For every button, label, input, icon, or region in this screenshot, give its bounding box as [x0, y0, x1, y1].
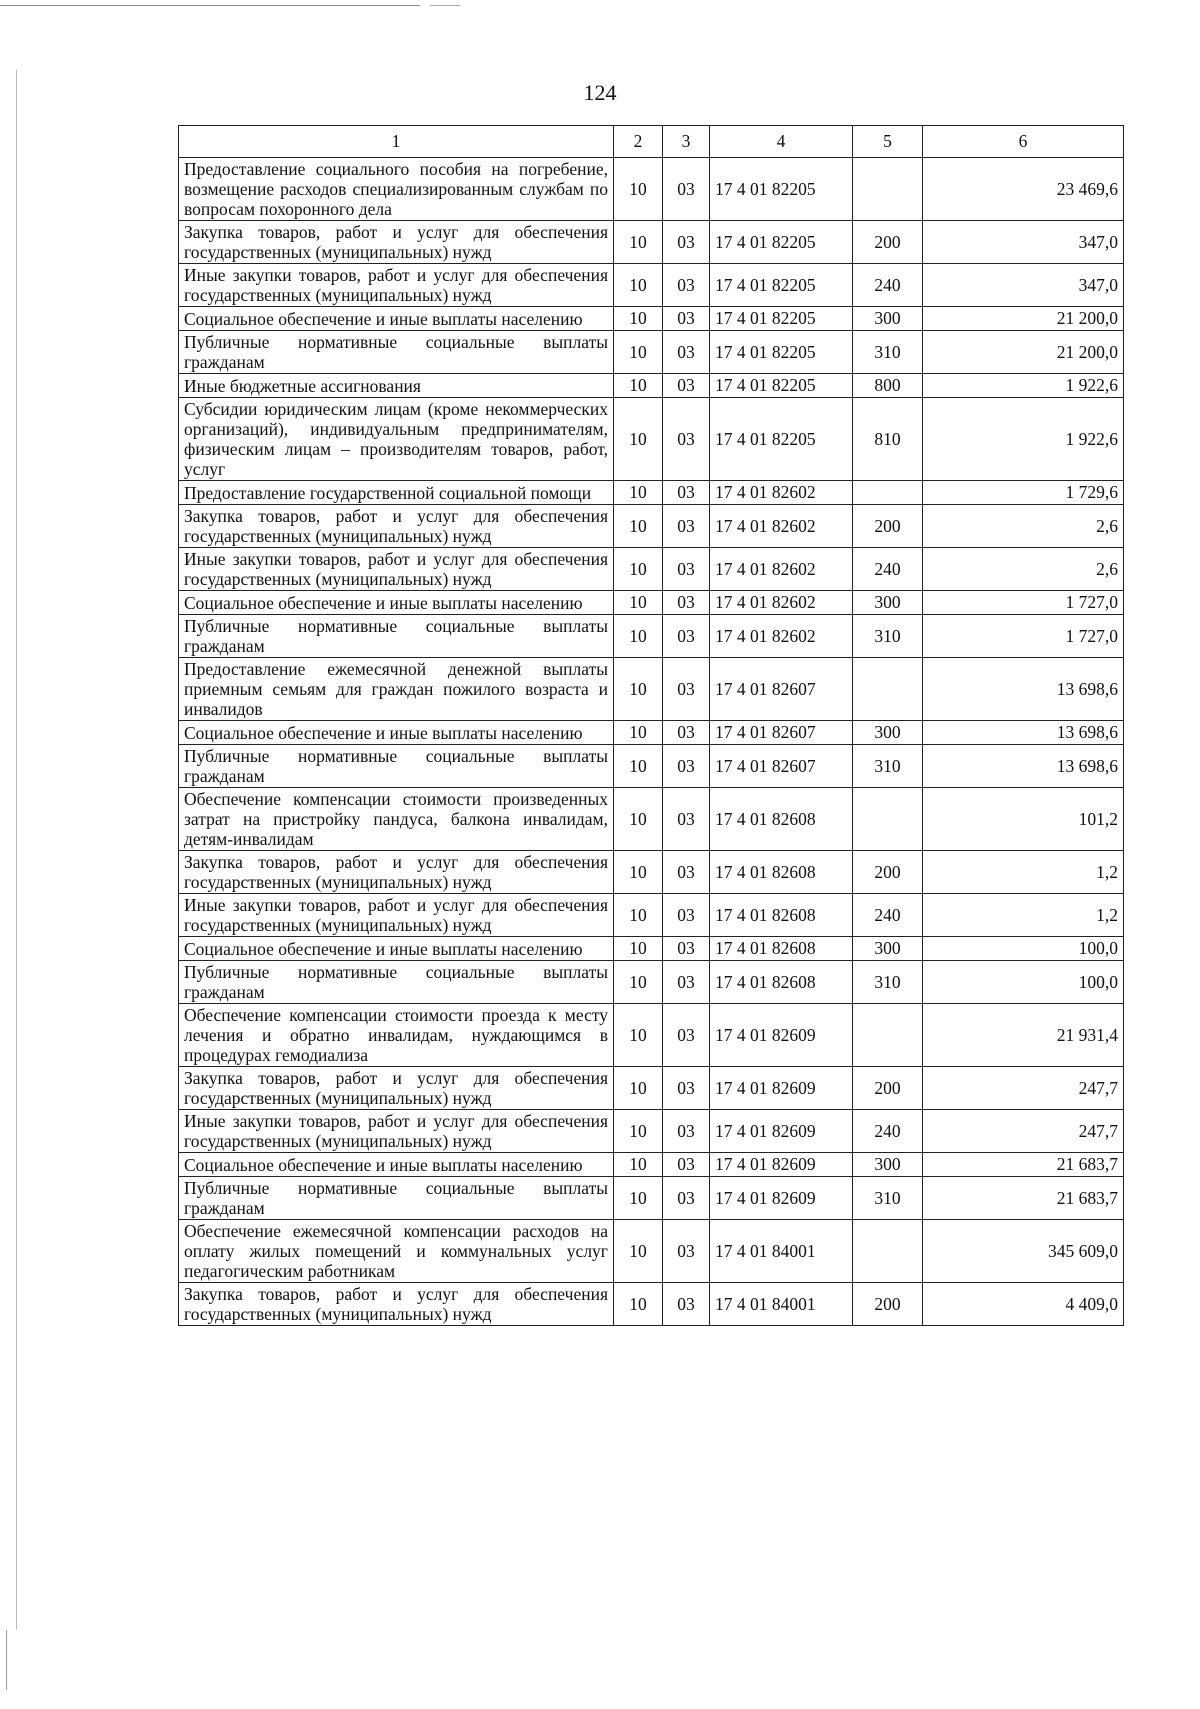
row-name-cell: Публичные нормативные социальные выплаты гражданам: [179, 1177, 614, 1220]
subsection-cell: 03: [663, 1110, 710, 1153]
table-row: [179, 481, 1124, 505]
subsection-cell: 03: [663, 548, 710, 591]
amount-cell: 21 200,0: [923, 331, 1124, 374]
section-cell: 10: [614, 961, 663, 1004]
section-cell: 10: [614, 591, 663, 615]
section-cell: 10: [614, 851, 663, 894]
table-row: [179, 788, 1124, 851]
expense-type-cell: 200: [853, 851, 923, 894]
target-code-cell: 17 4 01 82205: [710, 221, 853, 264]
expense-type-cell: [853, 658, 923, 721]
target-code-cell: 17 4 01 82205: [710, 331, 853, 374]
header-cell: 4: [710, 126, 853, 158]
page-number: 124: [583, 80, 617, 105]
header-cell: 3: [663, 126, 710, 158]
amount-cell: 13 698,6: [923, 745, 1124, 788]
table-row: [179, 1004, 1124, 1067]
section-cell: 10: [614, 481, 663, 505]
scan-edge-line: [430, 5, 460, 6]
table-row: [179, 264, 1124, 307]
target-code-cell: 17 4 01 82205: [710, 264, 853, 307]
table-row: [179, 658, 1124, 721]
subsection-cell: 03: [663, 721, 710, 745]
table-body: [179, 158, 1124, 1326]
table-row: [179, 1283, 1124, 1326]
target-code-cell: 17 4 01 82608: [710, 788, 853, 851]
amount-cell: 1,2: [923, 894, 1124, 937]
expense-type-cell: 310: [853, 331, 923, 374]
table-row: [179, 1067, 1124, 1110]
subsection-cell: 03: [663, 307, 710, 331]
amount-cell: 247,7: [923, 1067, 1124, 1110]
scan-edge-line: [0, 5, 420, 6]
subsection-cell: 03: [663, 1004, 710, 1067]
target-code-cell: 17 4 01 82607: [710, 658, 853, 721]
row-name-cell: Закупка товаров, работ и услуг для обеспечения государственных (муниципальных) нужд: [179, 851, 614, 894]
expense-type-cell: 310: [853, 1177, 923, 1220]
target-code-cell: 17 4 01 82205: [710, 398, 853, 481]
amount-cell: 1 727,0: [923, 591, 1124, 615]
subsection-cell: 03: [663, 937, 710, 961]
row-name-cell: Социальное обеспечение и иные выплаты населению: [179, 591, 614, 615]
subsection-cell: 03: [663, 851, 710, 894]
row-name-cell: Закупка товаров, работ и услуг для обеспечения государственных (муниципальных) нужд: [179, 1067, 614, 1110]
amount-cell: 1,2: [923, 851, 1124, 894]
table-row: [179, 505, 1124, 548]
expense-type-cell: [853, 1220, 923, 1283]
subsection-cell: 03: [663, 481, 710, 505]
amount-cell: 100,0: [923, 961, 1124, 1004]
section-cell: 10: [614, 1004, 663, 1067]
amount-cell: 345 609,0: [923, 1220, 1124, 1283]
table-row: [179, 331, 1124, 374]
table-row: [179, 548, 1124, 591]
header-cell: 1: [179, 126, 614, 158]
section-cell: 10: [614, 721, 663, 745]
target-code-cell: 17 4 01 82609: [710, 1177, 853, 1220]
section-cell: 10: [614, 1220, 663, 1283]
row-name-cell: Иные закупки товаров, работ и услуг для обеспечения государственных (муниципальных) нужд: [179, 1110, 614, 1153]
row-name-cell: Публичные нормативные социальные выплаты гражданам: [179, 615, 614, 658]
row-name-cell: Публичные нормативные социальные выплаты гражданам: [179, 745, 614, 788]
subsection-cell: 03: [663, 1153, 710, 1177]
section-cell: 10: [614, 1067, 663, 1110]
row-name-cell: Закупка товаров, работ и услуг для обеспечения государственных (муниципальных) нужд: [179, 221, 614, 264]
expense-type-cell: [853, 158, 923, 221]
header-cell: 5: [853, 126, 923, 158]
expense-type-cell: 310: [853, 961, 923, 1004]
section-cell: 10: [614, 221, 663, 264]
amount-cell: 4 409,0: [923, 1283, 1124, 1326]
section-cell: 10: [614, 548, 663, 591]
target-code-cell: 17 4 01 82602: [710, 481, 853, 505]
expense-type-cell: [853, 1004, 923, 1067]
amount-cell: 1 922,6: [923, 398, 1124, 481]
row-name-cell: Социальное обеспечение и иные выплаты населению: [179, 307, 614, 331]
subsection-cell: 03: [663, 505, 710, 548]
section-cell: 10: [614, 264, 663, 307]
subsection-cell: 03: [663, 1220, 710, 1283]
section-cell: 10: [614, 158, 663, 221]
section-cell: 10: [614, 505, 663, 548]
amount-cell: 347,0: [923, 221, 1124, 264]
target-code-cell: 17 4 01 82205: [710, 158, 853, 221]
target-code-cell: 17 4 01 82602: [710, 615, 853, 658]
expense-type-cell: 300: [853, 937, 923, 961]
section-cell: 10: [614, 788, 663, 851]
row-name-cell: Публичные нормативные социальные выплаты гражданам: [179, 331, 614, 374]
expense-type-cell: [853, 788, 923, 851]
expense-type-cell: 300: [853, 721, 923, 745]
amount-cell: 21 683,7: [923, 1153, 1124, 1177]
table-row: [179, 1110, 1124, 1153]
amount-cell: 1 922,6: [923, 374, 1124, 398]
row-name-cell: Публичные нормативные социальные выплаты гражданам: [179, 961, 614, 1004]
table-row: [179, 221, 1124, 264]
amount-cell: 21 200,0: [923, 307, 1124, 331]
subsection-cell: 03: [663, 591, 710, 615]
section-cell: 10: [614, 615, 663, 658]
row-name-cell: Закупка товаров, работ и услуг для обеспечения государственных (муниципальных) нужд: [179, 505, 614, 548]
target-code-cell: 17 4 01 82602: [710, 505, 853, 548]
amount-cell: 2,6: [923, 505, 1124, 548]
table-row: [179, 745, 1124, 788]
target-code-cell: 17 4 01 82609: [710, 1004, 853, 1067]
scan-edge-line: [16, 70, 17, 1630]
section-cell: 10: [614, 1153, 663, 1177]
amount-cell: 23 469,6: [923, 158, 1124, 221]
row-name-cell: Обеспечение компенсации стоимости произведенных затрат на пристройку пандуса, балкона инвалидам, детям-инвалидам: [179, 788, 614, 851]
subsection-cell: 03: [663, 1177, 710, 1220]
target-code-cell: 17 4 01 82602: [710, 591, 853, 615]
table-row: [179, 398, 1124, 481]
section-cell: 10: [614, 1283, 663, 1326]
row-name-cell: Иные закупки товаров, работ и услуг для обеспечения государственных (муниципальных) нужд: [179, 894, 614, 937]
table-row: [179, 721, 1124, 745]
header-row: [179, 126, 1124, 158]
subsection-cell: 03: [663, 961, 710, 1004]
subsection-cell: 03: [663, 615, 710, 658]
row-name-cell: Предоставление государственной социальной помощи: [179, 481, 614, 505]
amount-cell: 1 727,0: [923, 615, 1124, 658]
row-name-cell: Обеспечение компенсации стоимости проезда к месту лечения и обратно инвалидам, нуждающимся в процедурах гемодиализа: [179, 1004, 614, 1067]
section-cell: 10: [614, 894, 663, 937]
section-cell: 10: [614, 745, 663, 788]
table-row: [179, 894, 1124, 937]
row-name-cell: Предоставление ежемесячной денежной выплаты приемным семьям для граждан пожилого возраста и инвалидов: [179, 658, 614, 721]
row-name-cell: Иные закупки товаров, работ и услуг для обеспечения государственных (муниципальных) нужд: [179, 548, 614, 591]
table-row: [179, 374, 1124, 398]
section-cell: 10: [614, 937, 663, 961]
table-row: [179, 1220, 1124, 1283]
amount-cell: 347,0: [923, 264, 1124, 307]
expense-type-cell: 810: [853, 398, 923, 481]
expense-type-cell: 240: [853, 894, 923, 937]
row-name-cell: Иные закупки товаров, работ и услуг для обеспечения государственных (муниципальных) нужд: [179, 264, 614, 307]
expense-type-cell: 240: [853, 548, 923, 591]
row-name-cell: Субсидии юридическим лицам (кроме некоммерческих организаций), индивидуальным предпринимателям, физическим лицам – производителям товаров, работ, услуг: [179, 398, 614, 481]
target-code-cell: 17 4 01 82205: [710, 374, 853, 398]
row-name-cell: Социальное обеспечение и иные выплаты населению: [179, 721, 614, 745]
target-code-cell: 17 4 01 82608: [710, 894, 853, 937]
table-row: [179, 615, 1124, 658]
target-code-cell: 17 4 01 82608: [710, 937, 853, 961]
row-name-cell: Социальное обеспечение и иные выплаты населению: [179, 1153, 614, 1177]
target-code-cell: 17 4 01 82609: [710, 1067, 853, 1110]
subsection-cell: 03: [663, 398, 710, 481]
section-cell: 10: [614, 398, 663, 481]
row-name-cell: Иные бюджетные ассигнования: [179, 374, 614, 398]
section-cell: 10: [614, 331, 663, 374]
row-name-cell: Закупка товаров, работ и услуг для обеспечения государственных (муниципальных) нужд: [179, 1283, 614, 1326]
target-code-cell: 17 4 01 82609: [710, 1110, 853, 1153]
subsection-cell: 03: [663, 331, 710, 374]
scan-edge-line: [6, 1630, 7, 1690]
subsection-cell: 03: [663, 745, 710, 788]
table-row: [179, 851, 1124, 894]
section-cell: 10: [614, 374, 663, 398]
expense-type-cell: 240: [853, 1110, 923, 1153]
expense-type-cell: 310: [853, 615, 923, 658]
target-code-cell: 17 4 01 82609: [710, 1153, 853, 1177]
expense-type-cell: 200: [853, 221, 923, 264]
target-code-cell: 17 4 01 82608: [710, 851, 853, 894]
expense-type-cell: 200: [853, 505, 923, 548]
amount-cell: 101,2: [923, 788, 1124, 851]
row-name-cell: Предоставление социального пособия на погребение, возмещение расходов специализированным службам по вопросам похоронного дела: [179, 158, 614, 221]
subsection-cell: 03: [663, 221, 710, 264]
amount-cell: 1 729,6: [923, 481, 1124, 505]
table-row: [179, 158, 1124, 221]
subsection-cell: 03: [663, 658, 710, 721]
amount-cell: 21 931,4: [923, 1004, 1124, 1067]
expense-type-cell: [853, 481, 923, 505]
header-cell: 2: [614, 126, 663, 158]
table-row: [179, 307, 1124, 331]
section-cell: 10: [614, 307, 663, 331]
amount-cell: 247,7: [923, 1110, 1124, 1153]
subsection-cell: 03: [663, 788, 710, 851]
table-row: [179, 591, 1124, 615]
amount-cell: 100,0: [923, 937, 1124, 961]
amount-cell: 13 698,6: [923, 721, 1124, 745]
table-row: [179, 961, 1124, 1004]
subsection-cell: 03: [663, 374, 710, 398]
row-name-cell: Обеспечение ежемесячной компенсации расходов на оплату жилых помещений и коммунальных услуг педагогическим работникам: [179, 1220, 614, 1283]
table-row: [179, 1153, 1124, 1177]
section-cell: 10: [614, 1177, 663, 1220]
expense-type-cell: 300: [853, 591, 923, 615]
section-cell: 10: [614, 1110, 663, 1153]
subsection-cell: 03: [663, 1067, 710, 1110]
expense-type-cell: 200: [853, 1067, 923, 1110]
table-header: [179, 126, 1124, 158]
target-code-cell: 17 4 01 82608: [710, 961, 853, 1004]
amount-cell: 21 683,7: [923, 1177, 1124, 1220]
expense-type-cell: 300: [853, 1153, 923, 1177]
target-code-cell: 17 4 01 82607: [710, 721, 853, 745]
header-cell: 6: [923, 126, 1124, 158]
amount-cell: 2,6: [923, 548, 1124, 591]
subsection-cell: 03: [663, 264, 710, 307]
target-code-cell: 17 4 01 82602: [710, 548, 853, 591]
target-code-cell: 17 4 01 84001: [710, 1220, 853, 1283]
expense-type-cell: 200: [853, 1283, 923, 1326]
subsection-cell: 03: [663, 894, 710, 937]
amount-cell: 13 698,6: [923, 658, 1124, 721]
section-cell: 10: [614, 658, 663, 721]
expense-type-cell: 300: [853, 307, 923, 331]
target-code-cell: 17 4 01 82607: [710, 745, 853, 788]
subsection-cell: 03: [663, 1283, 710, 1326]
target-code-cell: 17 4 01 84001: [710, 1283, 853, 1326]
table-row: [179, 937, 1124, 961]
target-code-cell: 17 4 01 82205: [710, 307, 853, 331]
expense-type-cell: 800: [853, 374, 923, 398]
budget-table: [178, 125, 1124, 1326]
expense-type-cell: 240: [853, 264, 923, 307]
subsection-cell: 03: [663, 158, 710, 221]
table-row: [179, 1177, 1124, 1220]
row-name-cell: Социальное обеспечение и иные выплаты населению: [179, 937, 614, 961]
expense-type-cell: 310: [853, 745, 923, 788]
